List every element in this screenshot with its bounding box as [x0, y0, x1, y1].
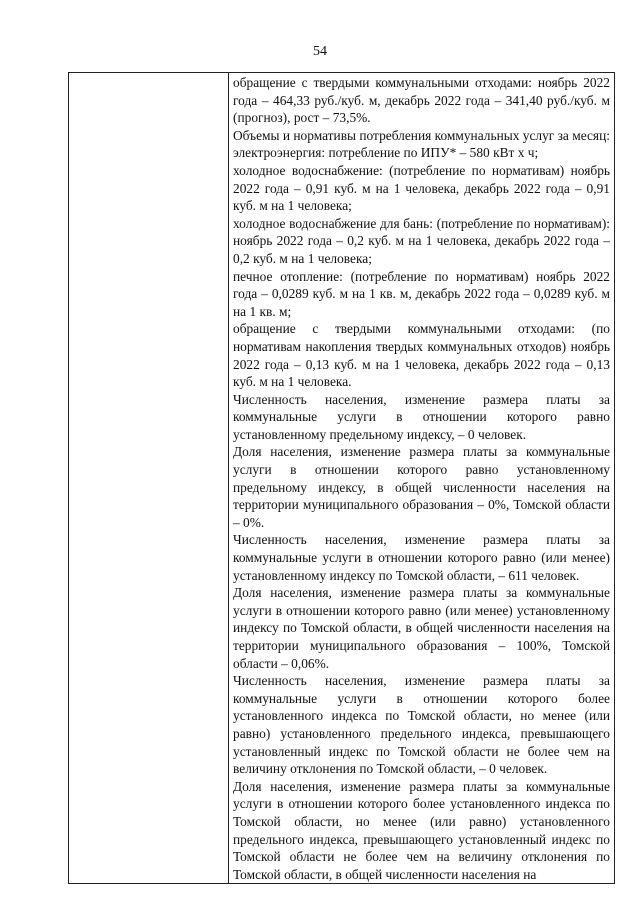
- paragraph-stove-heating: печное отопление: (потребление по нормативам) ноябрь 2022 года – 0,0289 куб. м на 1 кв. м, декабрь 2022 года – 0,0289 куб. м на 1 кв. м;: [233, 268, 610, 319]
- content-table: [68, 72, 615, 884]
- paragraph-tko-norms: обращение с твердыми коммунальными отходами: (по нормативам накопления твердых коммунальных отходов) ноябрь 2022 года – 0,13 куб. м на 1 человека, декабрь 2022 года – 0,13 куб. м на 1 человека.: [233, 321, 610, 390]
- paragraph-tko-tariff: обращение с твердыми коммунальными отходами: ноябрь 2022 года – 464,33 руб./куб. м, декабрь 2022 года – 341,40 руб./куб. м (прогноз), рост – 73,5%.: [233, 75, 610, 126]
- left-empty-cell: [69, 73, 229, 884]
- paragraph-population-equal-limit: Численность населения, изменение размера платы за коммунальные услуги в отношении которого равно установленному предельному индексу, – 0 человек.: [233, 391, 610, 442]
- paragraph-population-below-index: Численность населения, изменение размера платы за коммунальные услуги в отношении которого равно (или менее) установленному индексу по Томской области, – 611 человек.: [233, 532, 610, 583]
- paragraph-cold-water: холодное водоснабжение: (потребление по нормативам) ноябрь 2022 года – 0,91 куб. м на 1 человека, декабрь 2022 года – 0,91 куб. м на 1 человека;: [233, 162, 610, 214]
- paragraph-electricity: электроэнергия: потребление по ИПУ* – 580 кВт х ч;: [233, 145, 539, 161]
- page-number: 54: [313, 44, 327, 59]
- paragraph-volumes-heading: Объемы и нормативы потребления коммунальных услуг за месяц:: [233, 127, 610, 143]
- right-text-cell: [229, 73, 615, 884]
- paragraph-share-below-index: Доля населения, изменение размера платы за коммунальные услуги в отношении которого равно (или менее) установленному индексу по Томской области, в общей численности населения на территории муниципального образования – 100%, Томской области – 0,06%.: [233, 585, 610, 671]
- paragraph-share-above-index: Доля населения, изменение размера платы за коммунальные услуги в отношении которого более установленного индекса по Томской области, но менее (или равно) установленного предельного индекса, превышающего установленный индекс по Томской области не более чем на величину отклонения по Томской области, в общей численности населения на: [233, 778, 610, 882]
- paragraph-share-equal-limit: Доля населения, изменение размера платы за коммунальные услуги в отношении которого равно установленному предельному индексу, в общей численности населения на территории муниципального образования – 0%, Томской области – 0%.: [233, 444, 610, 530]
- paragraph-cold-water-baths: холодное водоснабжение для бань: (потребление по нормативам): ноябрь 2022 года – 0,2 куб. м на 1 человека, декабрь 2022 года – 0,2 куб. м на 1 человека;: [233, 215, 610, 266]
- paragraph-population-above-index: Численность населения, изменение размера платы за коммунальные услуги в отношении которого более установленного индекса по Томской области, но менее (или равно) установленного предельного индекса, превышающего установленный индекс по Томской области не более чем на величину отклонения по Томской области, – 0 человек.: [233, 673, 610, 777]
